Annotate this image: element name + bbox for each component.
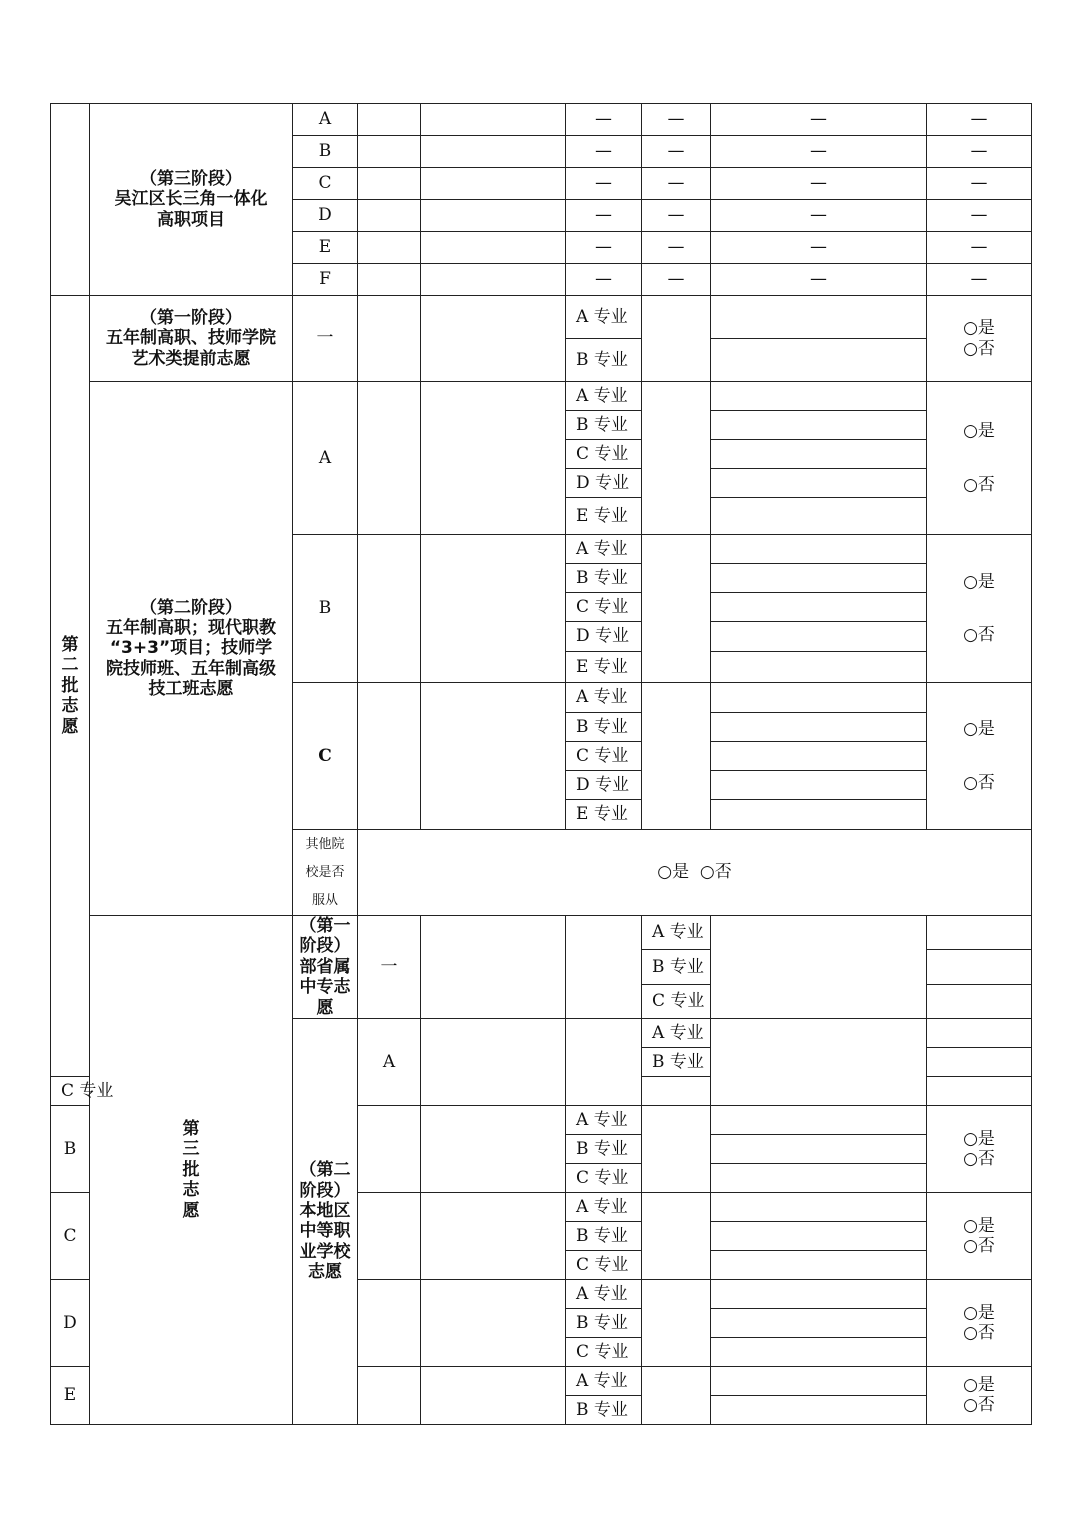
major-label: D 专业 (566, 771, 642, 800)
dash: — (566, 168, 642, 200)
school-code-input[interactable] (358, 1192, 421, 1279)
dash: — (566, 200, 642, 232)
dash: — (642, 136, 711, 168)
batch-label-second: 第 二 批 志 愿 (51, 296, 90, 1077)
major-label: C 专业 (51, 1076, 90, 1105)
group-code: B (293, 535, 358, 683)
major-name-input[interactable] (711, 1279, 927, 1308)
major-label: B 专业 (566, 1134, 642, 1163)
stage-label-wujiang: （第三阶段） 吴江区长三角一体化 高职项目 (90, 104, 293, 296)
school-name-input[interactable] (421, 1366, 566, 1424)
dash: — (927, 264, 1032, 296)
major-name-input[interactable] (927, 1018, 1032, 1047)
major-label: A 专业 (566, 382, 642, 411)
group-code: C (293, 168, 358, 200)
school-code-input[interactable] (358, 683, 421, 830)
major-code-input[interactable] (642, 535, 711, 683)
group-code-none: 一 (358, 916, 421, 1019)
dash: — (711, 264, 927, 296)
major-label: A 专业 (566, 1105, 642, 1134)
major-label: C 专业 (566, 1250, 642, 1279)
major-label: A 专业 (566, 1279, 642, 1308)
major-label: B 专业 (566, 1308, 642, 1337)
group-code: A (358, 1018, 421, 1105)
school-code-input[interactable] (421, 1018, 566, 1105)
other-schools-obey-label: 其他院 校是否 服从 (293, 830, 358, 916)
dash: — (711, 168, 927, 200)
major-name-input[interactable] (711, 296, 927, 339)
major-name-input[interactable] (711, 1134, 927, 1163)
major-name-input[interactable] (711, 339, 927, 382)
major-name-input[interactable] (927, 984, 1032, 1018)
major-label: A 专业 (642, 1018, 711, 1047)
major-name-input[interactable] (711, 622, 927, 652)
group-code: A (293, 104, 358, 136)
dash: — (642, 200, 711, 232)
major-name-input[interactable] (711, 440, 927, 469)
stage-label-batch2-stage2: （第二阶段） 五年制高职；现代职教 “3+3”项目；技师学 院技师班、五年制高级 技工班志愿 (90, 382, 293, 916)
major-name-input[interactable] (711, 1395, 927, 1424)
major-label: E 专业 (566, 652, 642, 683)
school-code-input[interactable] (358, 136, 421, 168)
major-label: D 专业 (566, 469, 642, 498)
school-name-input[interactable] (421, 1279, 566, 1366)
major-name-input[interactable] (711, 1221, 927, 1250)
dash: — (642, 264, 711, 296)
dash: — (642, 232, 711, 264)
school-code-input[interactable] (358, 104, 421, 136)
obey-adjust-radio[interactable]: ○是 ○否 (927, 1105, 1032, 1192)
group-code: D (293, 200, 358, 232)
school-name-input[interactable] (566, 916, 642, 1019)
major-name-input[interactable] (711, 1337, 927, 1366)
obey-adjust-radio[interactable]: ○是 ○否 (927, 1366, 1032, 1424)
stage-label-batch3-stage1: （第一阶段） 部省属中专志愿 (293, 916, 358, 1019)
major-name-input[interactable] (711, 1366, 927, 1395)
school-name-input[interactable] (421, 683, 566, 830)
school-code-input[interactable] (358, 382, 421, 535)
major-label: B 专业 (566, 411, 642, 440)
school-code-input[interactable] (358, 264, 421, 296)
school-code-input[interactable] (358, 168, 421, 200)
dash: — (711, 200, 927, 232)
major-name-input[interactable] (642, 1076, 711, 1105)
school-name-input[interactable] (421, 168, 566, 200)
school-code-input[interactable] (358, 1279, 421, 1366)
obey-adjust-radio[interactable]: ○是 ○否 (927, 535, 1032, 683)
group-code-none: 一 (293, 296, 358, 382)
major-name-input[interactable] (711, 498, 927, 535)
major-name-input[interactable] (711, 652, 927, 683)
dash: — (927, 232, 1032, 264)
dash: — (927, 136, 1032, 168)
major-code-input[interactable] (642, 1279, 711, 1366)
major-name-input[interactable] (927, 1047, 1032, 1076)
major-label: D 专业 (566, 622, 642, 652)
major-code-input[interactable] (642, 296, 711, 382)
school-code-input[interactable] (358, 232, 421, 264)
school-name-input[interactable] (421, 296, 566, 382)
dash: — (927, 168, 1032, 200)
major-name-input[interactable] (711, 1163, 927, 1192)
major-label: C 专业 (566, 440, 642, 469)
major-label: A 专业 (566, 683, 642, 713)
major-code-input[interactable] (642, 1192, 711, 1279)
major-label: C 专业 (566, 1163, 642, 1192)
major-label: A 专业 (642, 916, 711, 950)
dash: — (566, 136, 642, 168)
school-code-input[interactable] (358, 1105, 421, 1192)
group-code: C (293, 683, 358, 830)
school-code-input[interactable] (421, 916, 566, 1019)
volunteer-form-table (50, 103, 1032, 1425)
major-label: A 专业 (566, 296, 642, 339)
major-label: C 专业 (566, 593, 642, 622)
batch-label-third: 第 三 批 志 愿 (90, 916, 293, 1425)
major-label: A 专业 (566, 1366, 642, 1395)
dash: — (711, 232, 927, 264)
major-name-input[interactable] (711, 535, 927, 564)
major-name-input[interactable] (711, 411, 927, 440)
school-name-input[interactable] (421, 136, 566, 168)
major-name-input[interactable] (927, 916, 1032, 950)
school-name-input[interactable] (421, 535, 566, 683)
major-label: B 专业 (642, 1047, 711, 1076)
obey-adjust-radio[interactable]: ○是 ○否 (927, 1192, 1032, 1279)
major-code-input[interactable] (642, 1366, 711, 1424)
school-name-input[interactable] (421, 200, 566, 232)
major-name-input[interactable] (711, 1105, 927, 1134)
school-name-input[interactable] (421, 1192, 566, 1279)
major-label: A 专业 (566, 1192, 642, 1221)
major-name-input[interactable] (711, 593, 927, 622)
major-label: B 专业 (566, 1221, 642, 1250)
group-code: C (51, 1192, 90, 1279)
obey-adjust-radio[interactable]: ○是 ○否 (927, 382, 1032, 535)
major-name-input[interactable] (711, 771, 927, 800)
major-name-input[interactable] (711, 1308, 927, 1337)
major-name-input[interactable] (927, 950, 1032, 984)
dash: — (642, 168, 711, 200)
group-code: F (293, 264, 358, 296)
dash: — (566, 104, 642, 136)
group-code: E (293, 232, 358, 264)
major-label: B 专业 (642, 950, 711, 984)
major-code-input[interactable] (711, 1018, 927, 1105)
group-code: A (293, 382, 358, 535)
school-name-input[interactable] (421, 264, 566, 296)
major-code-input[interactable] (642, 382, 711, 535)
school-code-input[interactable] (358, 535, 421, 683)
school-code-input[interactable] (358, 200, 421, 232)
dash: — (711, 104, 927, 136)
major-name-input[interactable] (711, 564, 927, 593)
major-code-input[interactable] (711, 916, 927, 1019)
batch-label-cell (51, 104, 90, 296)
major-name-input[interactable] (711, 683, 927, 713)
stage-label-batch3-stage2: （第二阶段） 本地区中等职业学校 志愿 (293, 1018, 358, 1424)
school-name-input[interactable] (421, 382, 566, 535)
major-label: B 专业 (566, 339, 642, 382)
major-label: C 专业 (566, 1337, 642, 1366)
obey-adjust-radio[interactable]: ○是 ○否 (927, 1279, 1032, 1366)
major-name-input[interactable] (711, 800, 927, 830)
group-code: D (51, 1279, 90, 1366)
obey-adjust-radio[interactable]: ○是 ○否 (927, 683, 1032, 830)
major-label: B 专业 (566, 564, 642, 593)
major-name-input[interactable] (711, 742, 927, 771)
dash: — (566, 232, 642, 264)
other-schools-obey-radio[interactable]: ○是 ○否 (358, 830, 1032, 916)
major-label: E 专业 (566, 498, 642, 535)
school-code-input[interactable] (358, 296, 421, 382)
dash: — (566, 264, 642, 296)
dash: — (711, 136, 927, 168)
major-label: B 专业 (566, 713, 642, 742)
major-name-input[interactable] (711, 713, 927, 742)
major-code-input[interactable] (642, 683, 711, 830)
major-name-input[interactable] (711, 382, 927, 411)
major-name-input[interactable] (711, 1250, 927, 1279)
group-code: E (51, 1366, 90, 1424)
major-code-input[interactable] (642, 1105, 711, 1192)
school-code-input[interactable] (358, 1366, 421, 1424)
major-name-input[interactable] (711, 1192, 927, 1221)
major-name-input[interactable] (711, 469, 927, 498)
major-label: C 专业 (566, 742, 642, 771)
major-label: A 专业 (566, 535, 642, 564)
school-name-input[interactable] (421, 232, 566, 264)
dash: — (642, 104, 711, 136)
major-label: B 专业 (566, 1395, 642, 1424)
school-name-input[interactable] (421, 104, 566, 136)
group-code: B (51, 1105, 90, 1192)
dash: — (927, 200, 1032, 232)
school-name-input[interactable] (566, 1018, 642, 1105)
school-name-input[interactable] (421, 1105, 566, 1192)
group-code: B (293, 136, 358, 168)
major-label: C 专业 (642, 984, 711, 1018)
obey-adjust-radio[interactable]: ○是 ○否 (927, 296, 1032, 382)
major-label: E 专业 (566, 800, 642, 830)
stage-label-batch2-stage1: （第一阶段） 五年制高职、技师学院 艺术类提前志愿 (90, 296, 293, 382)
dash: — (927, 104, 1032, 136)
